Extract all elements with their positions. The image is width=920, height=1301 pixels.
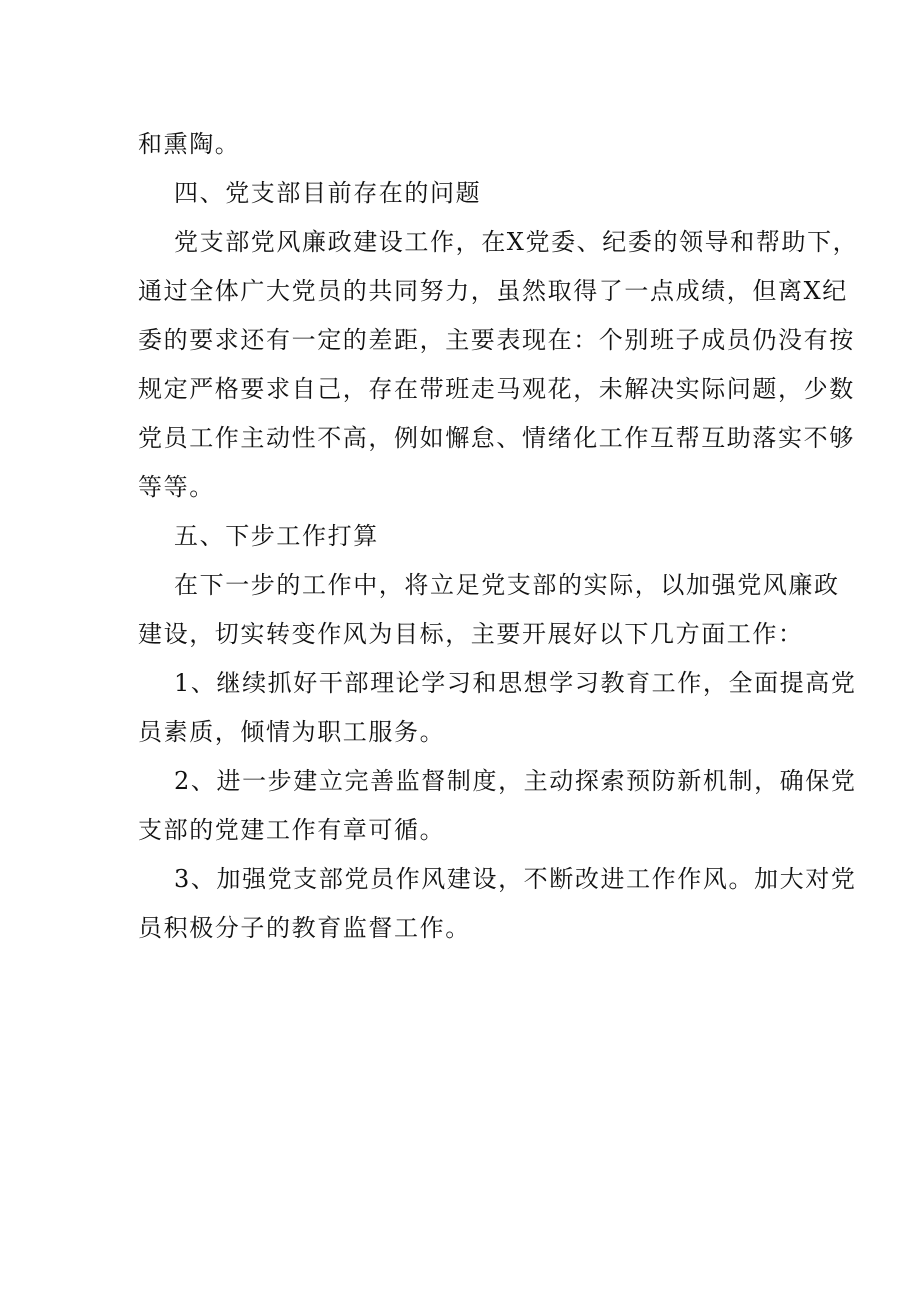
list-item-1: 1、继续抓好干部理论学习和思想学习教育工作，全面提高党 [174,669,857,697]
text-line: 员素质，倾情为职工服务。 [138,718,446,746]
text-line: 和熏陶。 [138,130,241,158]
text-line: 党支部党风廉政建设工作，在X党委、纪委的领导和帮助下， [174,228,859,256]
text-line: 委的要求还有一定的差距，主要表现在：个别班子成员仍没有按 [138,326,855,354]
text-line: 员积极分子的教育监督工作。 [138,914,471,942]
text-line: 在下一步的工作中，将立足党支部的实际，以加强党风廉政 [174,571,840,599]
text-line: 建设，切实转变作风为目标，主要开展好以下几方面工作： [138,620,804,648]
section-heading-next-steps: 五、下步工作打算 [174,522,379,550]
text-line: 党员工作主动性不高，例如懈怠、情绪化工作互帮互助落实不够 [138,424,855,452]
list-item-3: 3、加强党支部党员作风建设，不断改进工作作风。加大对党 [174,865,857,893]
document-body [138,120,859,953]
section-heading-problems: 四、党支部目前存在的问题 [174,179,482,207]
text-line: 支部的党建工作有章可循。 [138,816,446,844]
text-line: 规定严格要求自己，存在带班走马观花，未解决实际问题，少数 [138,375,855,403]
list-item-2: 2、进一步建立完善监督制度，主动探索预防新机制，确保党 [174,767,857,795]
text-line: 通过全体广大党员的共同努力，虽然取得了一点成绩，但离X纪 [138,277,848,305]
text-line: 等等。 [138,473,215,501]
